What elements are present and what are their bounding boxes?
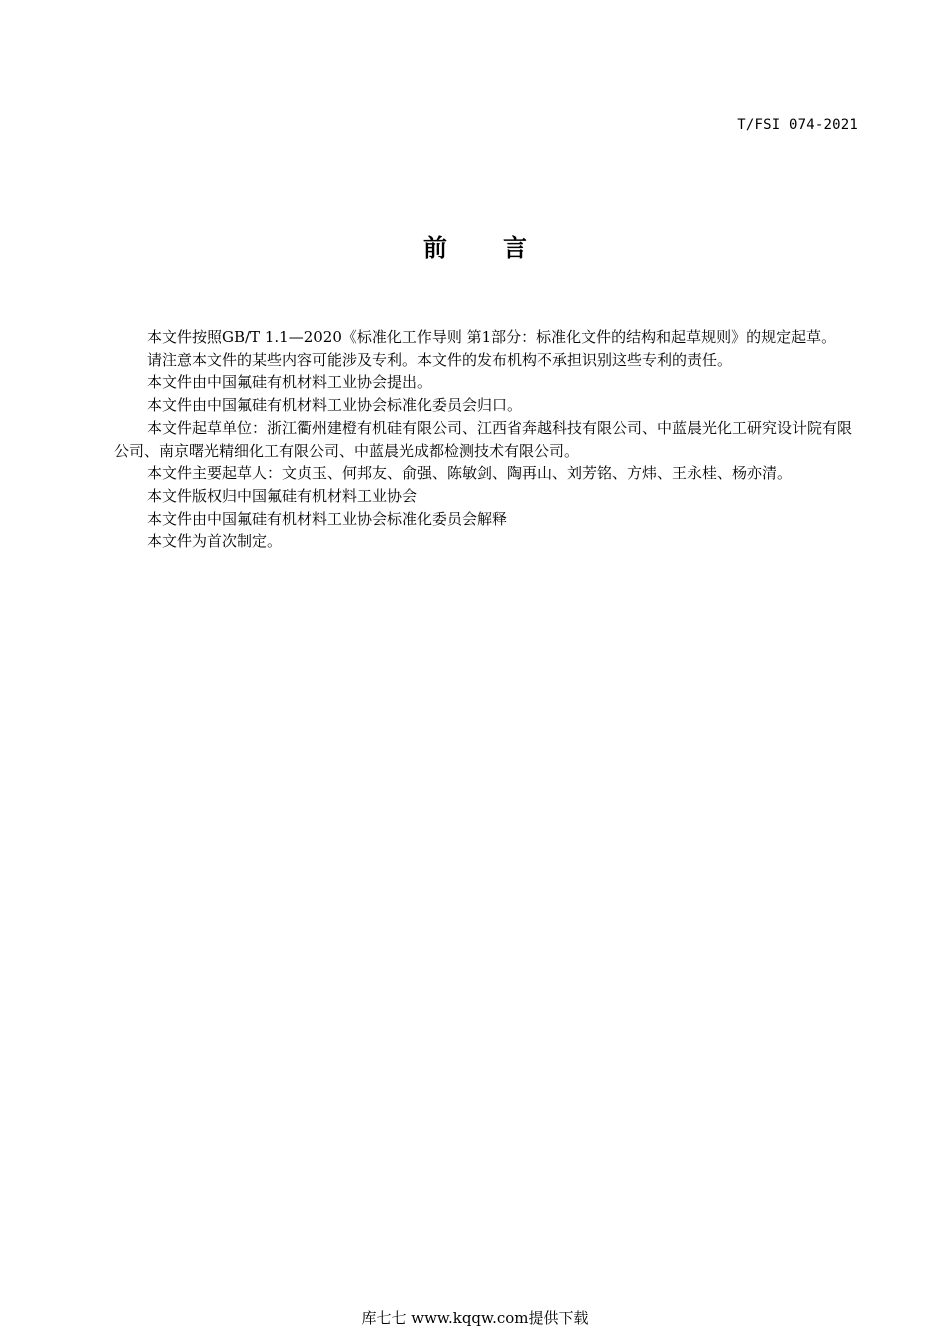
foreword-body [114, 326, 852, 553]
paragraph-first-edition: 本文件为首次制定。 [147, 532, 283, 551]
paragraph-centralized: 本文件由中国氟硅有机材料工业协会标准化委员会归口。 [147, 396, 523, 415]
paragraph-copyright: 本文件版权归中国氟硅有机材料工业协会 [147, 486, 418, 505]
page-title: 前言 [423, 234, 583, 262]
paragraph-interpretation: 本文件由中国氟硅有机材料工业协会标准化委员会解释 [147, 509, 508, 528]
footer-download-notice: 库七七 www.kqqw.com提供下载 [361, 1309, 589, 1327]
paragraph-drafting-rules: 本文件按照GB/T 1.1—2020《标准化工作导则 第1部分：标准化文件的结构和起草规则》的规定起草。 [147, 328, 837, 346]
paragraph-patent-notice: 请注意本文件的某些内容可能涉及专利。本文件的发布机构不承担识别这些专利的责任。 [147, 350, 733, 369]
paragraph-drafting-units: 本文件起草单位：浙江衢州建橙有机硅有限公司、江西省奔越科技有限公司、中蓝晨光化工研究设计院有限公司、南京曙光精细化工有限公司、中蓝晨光成都检测技术有限公司。 [114, 418, 853, 460]
paragraph-drafters: 本文件主要起草人：文贞玉、何邦友、俞强、陈敏剑、陶再山、刘芳铭、方炜、王永桂、杨亦清。 [147, 464, 793, 483]
paragraph-proposer: 本文件由中国氟硅有机材料工业协会提出。 [147, 373, 433, 392]
document-code: T/FSI 074-2021 [737, 117, 858, 133]
